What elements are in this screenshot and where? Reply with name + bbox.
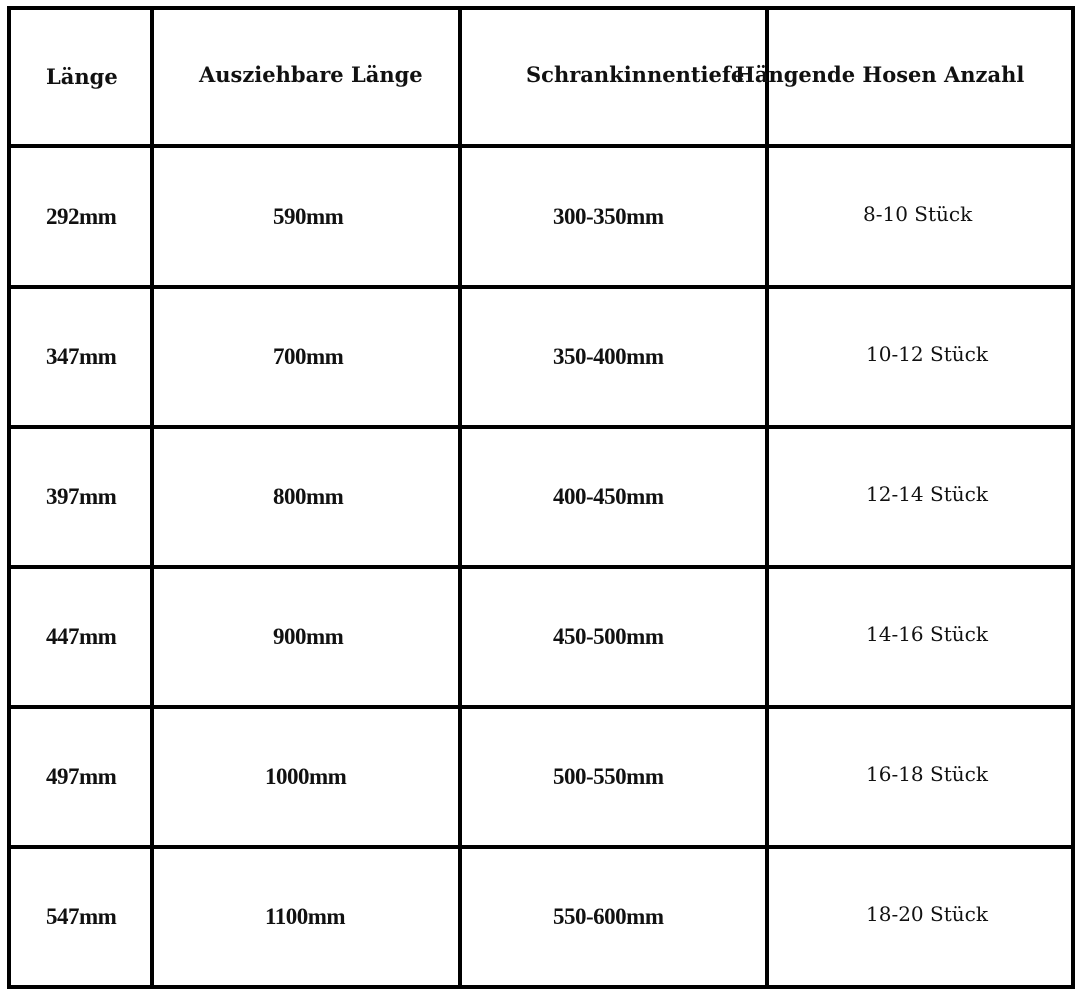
cell-extendable-length: 900mm <box>273 624 344 649</box>
cell-length: 347mm <box>46 344 117 369</box>
column-divider <box>458 6 462 989</box>
cell-length: 292mm <box>46 204 117 229</box>
cell-extendable-length: 1100mm <box>265 904 346 929</box>
header-cell-cabinet-depth: Schrankinnentiefe <box>526 61 745 87</box>
cell-length: 397mm <box>46 484 117 509</box>
table-border-right <box>1071 6 1075 989</box>
cell-cabinet-depth: 450-500mm <box>553 624 664 649</box>
cell-extendable-length: 590mm <box>273 204 344 229</box>
cell-length: 447mm <box>46 624 117 649</box>
table-border-bottom <box>8 985 1074 989</box>
cell-cabinet-depth: 300-350mm <box>553 204 664 229</box>
cell-length: 547mm <box>46 904 117 929</box>
table-border-left <box>7 6 11 989</box>
table-border-top <box>8 6 1074 10</box>
cell-trouser-count: 8-10 Stück <box>863 202 973 226</box>
row-divider <box>8 144 1074 148</box>
cell-trouser-count: 12-14 Stück <box>866 482 988 506</box>
cell-trouser-count: 10-12 Stück <box>866 342 988 366</box>
cell-cabinet-depth: 550-600mm <box>553 904 664 929</box>
row-divider <box>8 845 1074 849</box>
cell-trouser-count: 16-18 Stück <box>866 762 988 786</box>
cell-trouser-count: 18-20 Stück <box>866 902 988 926</box>
cell-extendable-length: 700mm <box>273 344 344 369</box>
cell-cabinet-depth: 500-550mm <box>553 764 664 789</box>
row-divider <box>8 565 1074 569</box>
header-cell-trouser-count: Hängende Hosen Anzahl <box>735 61 1025 87</box>
cell-length: 497mm <box>46 764 117 789</box>
header-cell-length: Länge <box>46 63 118 89</box>
cell-trouser-count: 14-16 Stück <box>866 622 988 646</box>
cell-extendable-length: 800mm <box>273 484 344 509</box>
row-divider <box>8 425 1074 429</box>
cell-cabinet-depth: 400-450mm <box>553 484 664 509</box>
header-cell-extendable-length: Ausziehbare Länge <box>199 61 423 87</box>
row-divider <box>8 705 1074 709</box>
column-divider <box>150 6 154 989</box>
cell-extendable-length: 1000mm <box>265 764 347 789</box>
row-divider <box>8 285 1074 289</box>
cell-cabinet-depth: 350-400mm <box>553 344 664 369</box>
column-divider <box>765 6 769 989</box>
